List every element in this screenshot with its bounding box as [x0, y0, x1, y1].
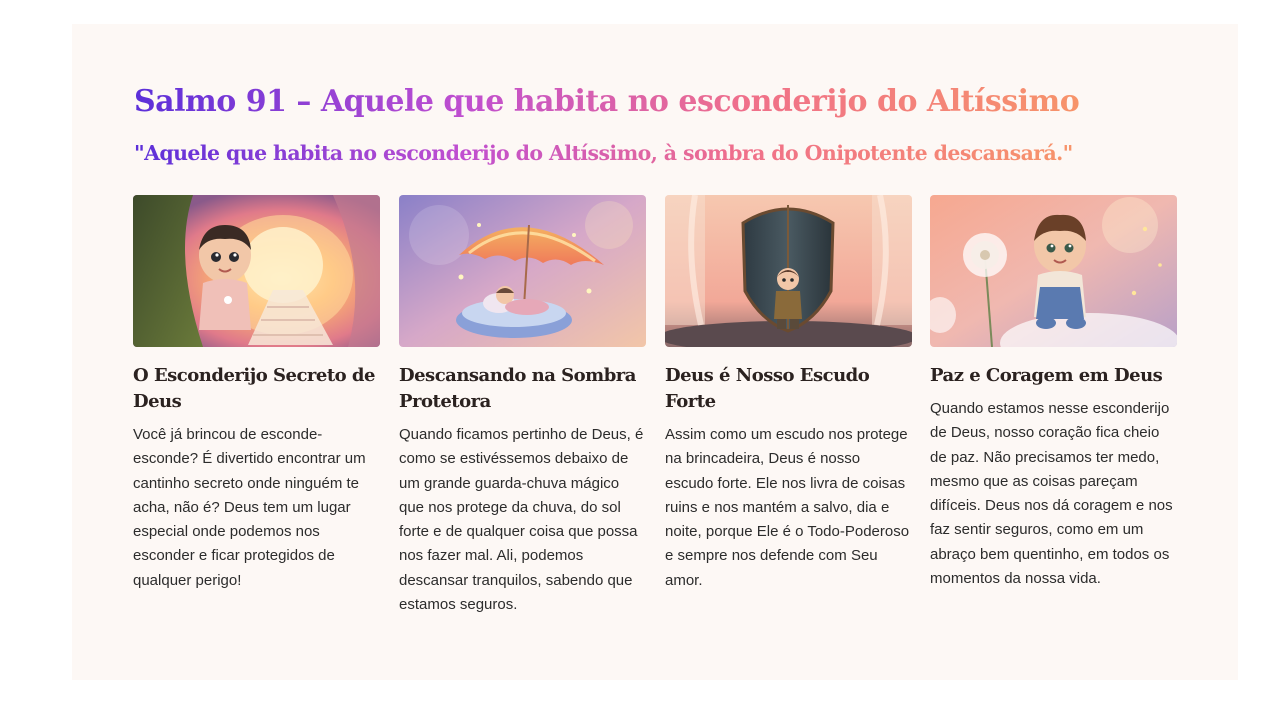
card-image-shield	[665, 195, 912, 347]
card-title: Paz e Coragem em Deus	[930, 365, 1163, 386]
card-text: Assim como um escudo nos protege na brincadeira, Deus é nosso escudo forte. Ele nos livra de coisas ruins e nos mantém a salvo, dia e noite, porque Ele é o Todo-Poderoso e sempre nos defende com Seu amor.	[665, 426, 910, 589]
card-title: Deus é Nosso Escudo Forte	[665, 365, 870, 412]
card-protective-shade	[399, 195, 646, 617]
card-text: Quando estamos nesse esconderijo de Deus, nosso coração fica cheio de paz. Não precisamos ter medo, mesmo que as coisas pareçam difíceis. Deus nos dá coragem e nos faz sentir seguros, como em um abraço bem quentinho, em todos os momentos da nossa vida.	[930, 400, 1173, 588]
card-strong-shield	[665, 195, 912, 593]
card-title: O Esconderijo Secreto de Deus	[133, 365, 375, 412]
page-title: Salmo 91 – Aquele que habita no esconderijo do Altíssimo	[134, 82, 1079, 122]
card-title: Descansando na Sombra Protetora	[399, 365, 636, 412]
card-peace-courage	[930, 195, 1177, 591]
verse-quote: "Aquele que habita no esconderijo do Altíssimo, à sombra do Onipotente descansará."	[134, 138, 1073, 168]
card-image-dandelion	[930, 195, 1177, 347]
slide	[72, 24, 1238, 680]
card-text: Você já brincou de esconde-esconde? É divertido encontrar um cantinho secreto onde ninguém te acha, não é? Deus tem um lugar especial onde podemos nos esconder e ficar protegidos de qualquer perigo!	[133, 426, 366, 589]
card-secret-hideout	[133, 195, 380, 593]
card-image-umbrella	[399, 195, 646, 347]
card-image-tunnel	[133, 195, 380, 347]
card-text: Quando ficamos pertinho de Deus, é como se estivéssemos debaixo de um grande guarda-chuva mágico que nos protege da chuva, do sol forte e de qualquer coisa que possa nos fazer mal. Ali, podemos descansar tranquilos, sabendo que estamos seguros.	[399, 426, 644, 614]
card-grid	[133, 195, 1177, 635]
